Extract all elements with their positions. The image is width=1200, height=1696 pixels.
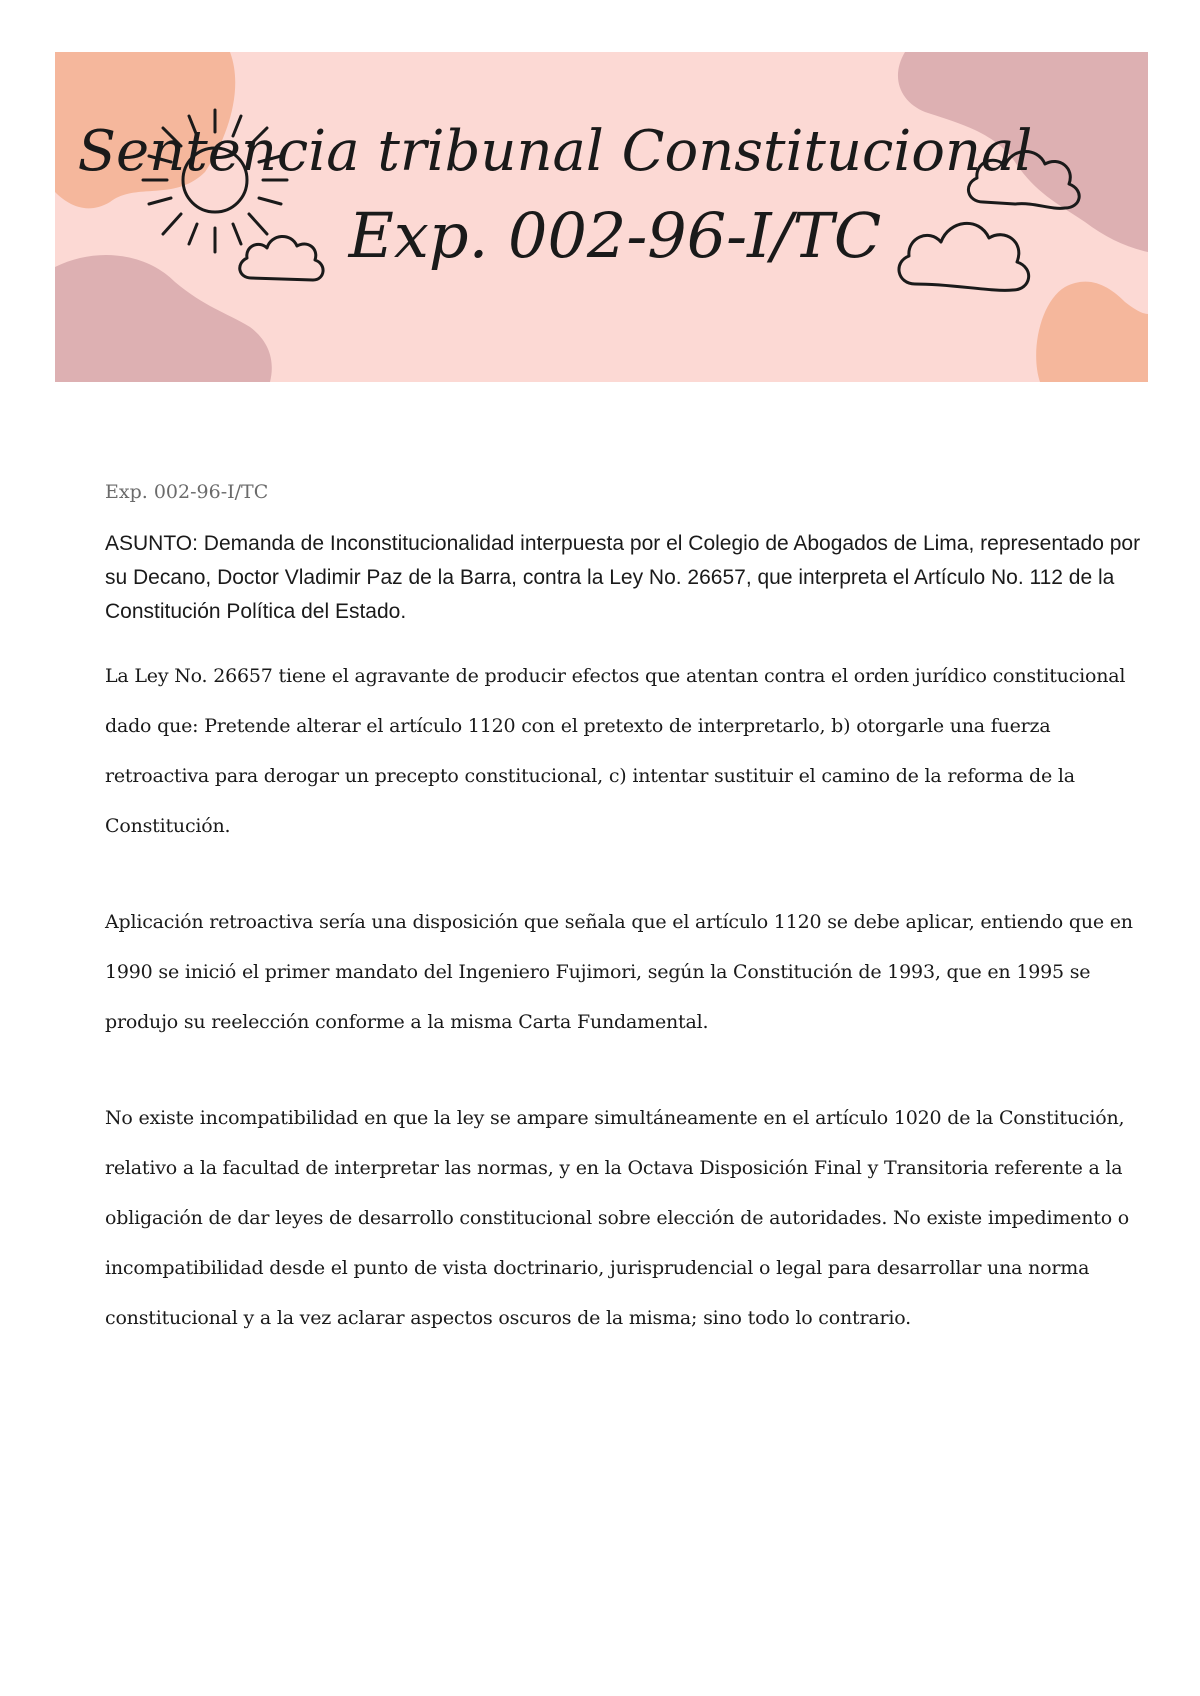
asunto-paragraph: ASUNTO: Demanda de Inconstitucionalidad interpuesta por el Colegio de Abogados de Lima, representado por su Decano, Doctor Vladimir Paz de la Barra, contra la Ley No. 26657, que interpreta el Artículo No. 112 de la Constitución Política del Estado. xyxy=(105,532,1141,623)
header-banner xyxy=(55,52,1148,382)
expediente-label: Exp. 002-96-I/TC xyxy=(105,481,269,503)
body-paragraph-1: La Ley No. 26657 tiene el agravante de producir efectos que atentan contra el orden jurídico constitucional dado que: Pretende alterar el artículo 1120 con el pretexto de interpretarlo, b) otorgarle una fuerza retroactiva para derogar un precepto constitucional, c) intentar sustituir el camino de la reforma de la Constitución. xyxy=(105,665,1126,837)
body-paragraph-3: No existe incompatibilidad en que la ley se ampare simultáneamente en el artículo 1020 de la Constitución, relativo a la facultad de interpretar las normas, y en la Octava Disposición Final y Transitoria referente a la obligación de dar leyes de desarrollo constitucional sobre elección de autoridades. No existe impedimento o incompatibilidad desde el punto de vista doctrinario, jurisprudencial o legal para desarrollar una norma constitucional y a la vez aclarar aspectos oscuros de la misma; sino todo lo contrario. xyxy=(105,1107,1130,1329)
document-body xyxy=(105,475,1145,1389)
banner-title-line2: Exp. 002-96-I/TC xyxy=(348,199,882,272)
banner-title-line1: Sentencia tribunal Constitucional xyxy=(77,119,1033,184)
body-paragraph-2: Aplicación retroactiva sería una disposición que señala que el artículo 1120 se debe aplicar, entiendo que en 1990 se inició el primer mandato del Ingeniero Fujimori, según la Constitución de 1993, que en 1995 se produjo su reelección conforme a la misma Carta Fundamental. xyxy=(105,911,1133,1033)
